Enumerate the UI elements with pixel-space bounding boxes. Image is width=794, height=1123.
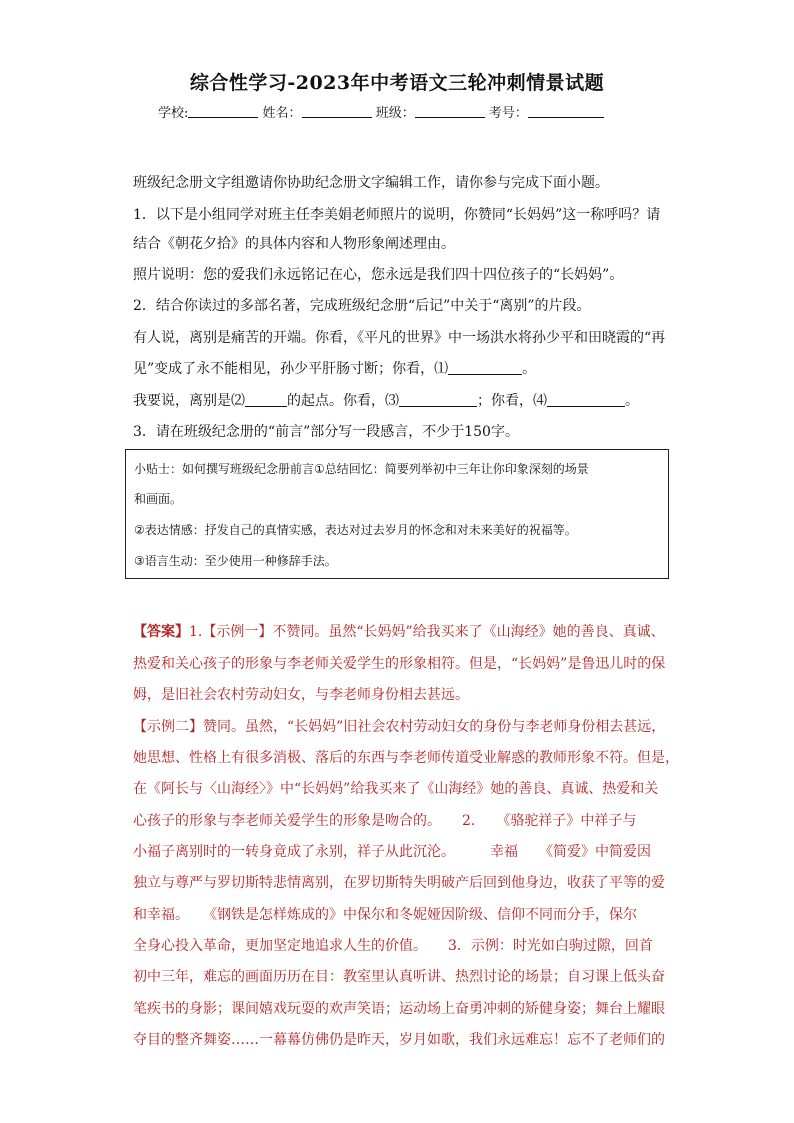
q2-line3-text: 见”变成了永不能相见，孙少平肝肠寸断；你看，⑴ [133,361,449,377]
answer-line-4: 【示例二】赞同。虽然，“长妈妈”旧社会农村劳动妇女的身份与李老师身份相去甚远， [133,719,666,735]
answer-line-12: 初中三年，难忘的画面历历在目：教室里认真听讲、热烈讨论的场景；自习课上低头奋 [133,969,665,985]
page-title: 综合性学习-2023年中考语文三轮冲刺情景试题 [189,72,605,94]
q2-line2: 有人说，离别是痛苦的开端。你看，《平凡的世界》中一场洪水将孙少平和田晓霞的“再 [133,330,666,346]
answer-line-8: 小福子离别时的一转身竟成了永别，祥子从此沉沦。 幸福 《简爱》中简爱因 [133,844,651,860]
tip-line-4: ③语言生动：至少使用一种修辞手法。 [134,554,337,568]
q2-line3 [133,358,536,378]
q1-photo-caption: 照片说明：您的爱我们永远铭记在心，您永远是我们四十四位孩子的“长妈妈”。 [133,267,624,283]
q2-line4-end: 。 [625,393,639,409]
q1-line1: 1．以下是小组同学对班主任李美娟老师照片的说明，你赞同“长妈妈”这一称呼吗？请 [133,207,661,223]
q2-line4-text-b: 的起点。你看，⑶ [287,393,399,409]
class-blank[interactable] [415,105,485,118]
answer-line-2: 热爱和关心孩子的形象与李老师关爱学生的形象相符。但是，“长妈妈”是鲁迅儿时的保 [133,656,666,672]
answer-line-13: 笔疾书的身影；课间嬉戏玩耍的欢声笑语；运动场上奋勇冲刺的矫健身姿；舞台上耀眼 [133,1001,665,1017]
exam-no-blank[interactable] [528,105,604,118]
q2-line4-text-c: ；你看，⑷ [477,393,547,409]
answer-blank-4[interactable] [547,392,625,407]
tip-line-2: 和画面。 [134,492,183,506]
q1-line2: 结合《朝花夕拾》的具体内容和人物形象阐述理由。 [133,236,455,252]
intro-text: 班级纪念册文字组邀请你协助纪念册文字编辑工作，请你参与完成下面小题。 [133,175,609,191]
answer-line-5: 她思想、性格上有很多消极、落后的东西与李老师传道受业解惑的教师形象不符。但是， [133,750,679,766]
answer-line-9: 独立与尊严与罗切斯特悲情离别，在罗切斯特失明破产后回到他身边，收获了平等的爱 [133,875,665,891]
exam-no-label: 考号： [488,106,528,121]
name-label: 姓名： [262,106,302,121]
answer-line-1 [133,621,665,641]
q3-text: 3．请在班级纪念册的“前言”部分写一段感言，不少于150字。 [133,424,519,440]
q2-line4-text-a: 我要说，离别是⑵ [133,393,245,409]
answer-line-3: 姆，是旧社会农村劳动妇女，与李老师身份相去甚远。 [133,687,469,703]
answer-blank-2[interactable] [245,392,287,407]
q2-line1: 2．结合你读过的多部名著，完成班级纪念册“后记”中关于“离别”的片段。 [133,298,591,314]
answer-blank-3[interactable] [399,392,477,407]
student-info-line [158,102,604,121]
tips-box [125,449,669,579]
answer-line-11: 全身心投入革命，更加坚定地追求人生的价值。 3．示例：时光如白驹过隙，回首 [133,938,653,954]
tip-line-1: 小贴士：如何撰写班级纪念册前言①总结回忆：简要列举初中三年让你印象深刻的场景 [134,462,589,476]
q2-line4 [133,390,639,410]
answer-line-6: 在《阿长与〈山海经〉》中“长妈妈”给我买来了《山海经》她的善良、真诚、热爱和关 [133,781,659,797]
answer-tag: 【答案】 [133,624,189,640]
school-blank[interactable] [188,105,258,118]
answer-line-14: 夺目的整齐舞姿……一幕幕仿佛仍是昨天，岁月如歌，我们永远难忘！忘不了老师们的 [133,1032,665,1048]
answer-line-7: 心孩子的形象与李老师关爱学生的形象是吻合的。 2. 《骆驼祥子》中祥子与 [133,813,637,829]
answer-text-1: 1.【示例一】不赞同。虽然“长妈妈”给我买来了《山海经》她的善良、真诚、 [189,624,665,640]
school-label: 学校: [158,106,189,121]
q2-line3-end: 。 [522,361,537,377]
answer-line-10: 和幸福。 《钢铁是怎样炼成的》中保尔和冬妮娅因阶级、信仰不同而分手，保尔 [133,907,637,923]
class-label: 班级： [375,106,415,121]
name-blank[interactable] [302,105,372,118]
answer-blank-1[interactable] [448,360,522,375]
tip-line-3: ②表达情感：抒发自己的真情实感，表达对过去岁月的怀念和对未来美好的祝福等。 [134,523,577,537]
